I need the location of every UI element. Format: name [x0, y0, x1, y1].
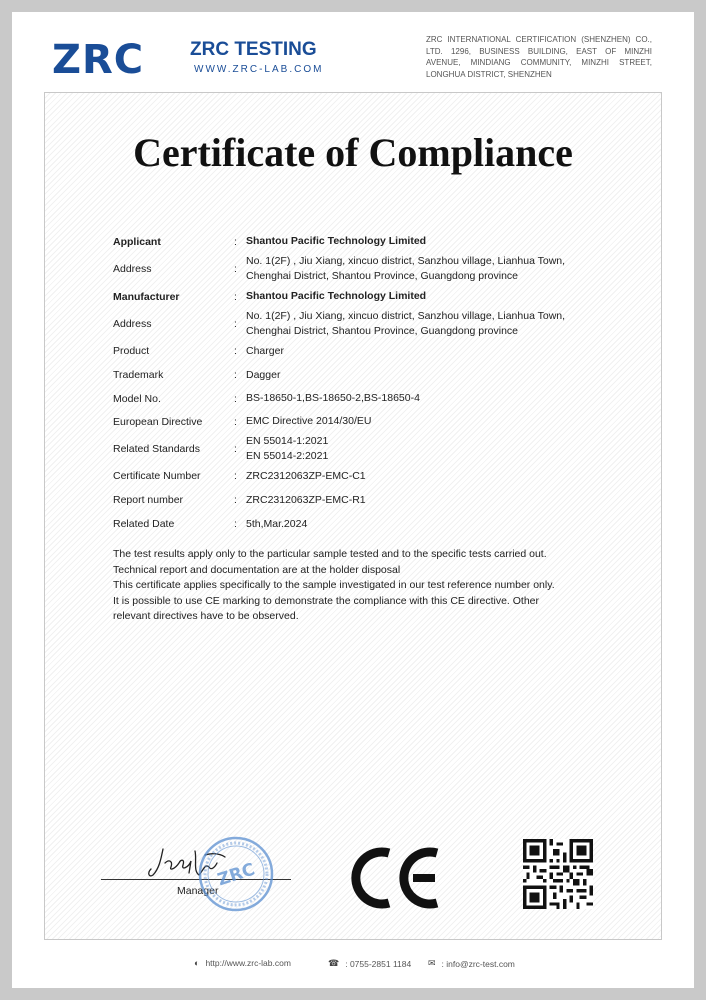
field-colon: :: [234, 518, 237, 530]
field-label: Related Date: [113, 518, 175, 530]
field-row-address: [113, 254, 633, 284]
website-text: http://www.zrc-lab.com: [205, 958, 291, 968]
field-label: Report number: [113, 494, 184, 506]
footer-website: [194, 958, 291, 968]
phone-text: : 0755-2851 1184: [345, 958, 412, 969]
field-value: EN 55014-1:2021: [246, 434, 329, 447]
field-label: Trademark: [113, 369, 164, 381]
field-colon: :: [234, 345, 237, 357]
field-colon: :: [234, 235, 237, 248]
field-row-certificate-number: [113, 464, 633, 488]
field-colon: :: [234, 392, 237, 405]
statement-line: relevant directives have to be observed.: [113, 610, 299, 622]
field-label: Certificate Number: [113, 470, 201, 482]
field-row-applicant: [113, 229, 633, 254]
field-row-manufacturer-address: [113, 309, 633, 339]
field-value: BS-18650-1,BS-18650-2,BS-18650-4: [246, 392, 420, 404]
phone-icon: ☎: [328, 958, 340, 968]
field-label: Address: [113, 318, 152, 330]
field-value: No. 1(2F) , Jiu Xiang, xincuo district, Sanzhou village, Lianhua Town,: [246, 310, 566, 322]
field-label: Product: [113, 345, 150, 357]
compliance-statement: [113, 547, 583, 625]
svg-text:ZRC: ZRC: [215, 859, 258, 891]
field-value: 5th,Mar.2024: [246, 517, 308, 530]
field-row-related-standards: [113, 433, 633, 464]
qr-code: [523, 839, 593, 909]
footer-email: [428, 958, 515, 969]
field-colon: :: [234, 442, 237, 455]
field-row-model-no: [113, 387, 633, 410]
field-value: Dagger: [246, 368, 281, 381]
company-address: ZRC INTERNATIONAL CERTIFICATION (SHENZHEN) CO., LTD. 1296, BUSINESS BUILDING, EAST OF MINZHI AVENUE, MINDIANG COMMUNITY, MINZHI STREET, LONGHUA DISTRICT, SHENZHEN: [426, 35, 652, 79]
field-value-line2: EN 55014-2:2021: [246, 449, 329, 462]
field-colon: :: [234, 415, 237, 428]
field-value-line2: Chenghai District, Shantou Province, Guangdong province: [246, 270, 518, 282]
field-colon: :: [234, 494, 237, 506]
field-value-line2: Chenghai District, Shantou Province, Guangdong province: [246, 325, 518, 337]
ce-mark: [347, 845, 443, 911]
field-label: Applicant: [113, 235, 161, 248]
field-label: Model No.: [113, 392, 161, 405]
field-row-manufacturer: [113, 284, 633, 309]
statement-line: The test results apply only to the particular sample tested and to the specific tests carried out.: [113, 548, 547, 560]
statement-line: It is possible to use CE marking to demonstrate the compliance with this CE directive. Other: [113, 594, 540, 607]
certificate-frame: [44, 92, 662, 940]
field-colon: :: [234, 318, 237, 330]
field-label: Related Standards: [113, 442, 200, 455]
globe-icon: ◐: [194, 958, 200, 968]
field-value: Charger: [246, 344, 284, 357]
field-colon: :: [234, 290, 237, 303]
email-text: : info@zrc-test.com: [441, 958, 515, 969]
field-value: No. 1(2F) , Jiu Xiang, xincuo district, Sanzhou village, Lianhua Town,: [246, 255, 566, 267]
statement-line: This certificate applies specifically to the sample investigated in our test reference number only.: [113, 579, 555, 591]
certificate-fields: [113, 229, 633, 536]
field-colon: :: [234, 470, 237, 482]
certificate-page: [12, 12, 694, 988]
logo-url: WWW.ZRC-LAB.COM: [194, 64, 324, 75]
field-row-product: [113, 339, 633, 363]
field-value: Shantou Pacific Technology Limited: [246, 235, 427, 247]
logo-mark: ZRC: [52, 37, 145, 83]
field-row-european-directive: [113, 410, 633, 433]
certificate-title: Certificate of Compliance: [133, 130, 573, 175]
zrc-stamp: [197, 835, 275, 913]
field-row-report-number: [113, 488, 633, 512]
field-colon: :: [234, 369, 237, 381]
field-colon: :: [234, 263, 237, 275]
field-label: Manufacturer: [113, 290, 180, 303]
field-value: ZRC2312063ZP-EMC-R1: [246, 493, 366, 506]
field-row-trademark: [113, 363, 633, 387]
signatory-role: Manager: [177, 885, 219, 897]
field-value: EMC Directive 2014/30/EU: [246, 415, 372, 427]
mail-icon: ✉: [428, 958, 436, 968]
field-label: European Directive: [113, 415, 203, 428]
field-value: ZRC2312063ZP-EMC-C1: [246, 469, 366, 482]
field-value: Shantou Pacific Technology Limited: [246, 290, 427, 302]
footer-phone: [328, 958, 411, 969]
field-row-related-date: [113, 512, 633, 536]
statement-line: Technical report and documentation are at the holder disposal: [113, 563, 401, 576]
logo-name: ZRC TESTING: [190, 39, 317, 60]
field-label: Address: [113, 263, 152, 275]
